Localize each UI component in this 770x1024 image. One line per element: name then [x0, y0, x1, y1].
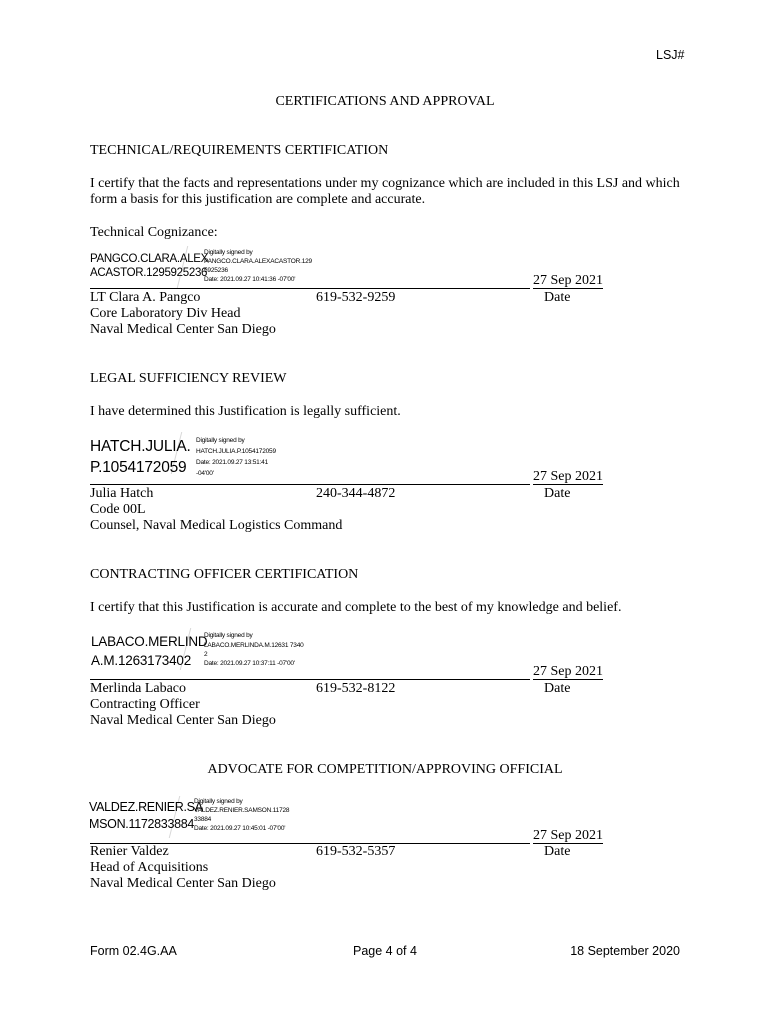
signature-detail: VALDEZ.RENIER.SAMSON.11728 — [194, 807, 290, 814]
signer-id-line: VALDEZ.RENIER.SA — [89, 800, 203, 814]
signature-date: Date: 2021.09.27 10:41:36 -07'00' — [204, 276, 296, 283]
signature-detail: HATCH.JULIA.P.1054172059 — [196, 448, 276, 455]
date-label: Date — [544, 681, 571, 696]
signer-id-line: P.1054172059 — [90, 459, 187, 476]
page-title: CERTIFICATIONS AND APPROVAL — [275, 94, 495, 109]
date-label: Date — [544, 290, 571, 305]
signer-name: Julia Hatch — [90, 486, 154, 501]
signer-id-line: ACASTOR.1295925236 — [90, 267, 208, 279]
signature-line — [90, 484, 530, 485]
statement-line: I have determined this Justification is legally sufficient. — [90, 404, 401, 419]
signer-name: LT Clara A. Pangco — [90, 290, 201, 305]
signature-date-value: 27 Sep 2021 — [533, 469, 603, 484]
signer-title: Head of Acquisitions — [90, 860, 209, 875]
signature-signed-by: Digitally signed by — [204, 632, 253, 639]
signature-date: -04'00' — [196, 470, 214, 477]
signer-title: Contracting Officer — [90, 697, 200, 712]
signature-date-value: 27 Sep 2021 — [533, 273, 603, 288]
signer-phone: 619-532-5357 — [316, 844, 396, 859]
section-heading: ADVOCATE FOR COMPETITION/APPROVING OFFICIAL — [207, 762, 563, 777]
signature-date: Date: 2021.09.27 10:37:11 -07'00' — [204, 660, 295, 667]
signature-detail: 5925236 — [204, 267, 228, 274]
cognizance-label: Technical Cognizance: — [90, 225, 218, 240]
lsj-number-label: LSJ# — [656, 48, 685, 62]
signer-phone: 619-532-8122 — [316, 681, 396, 696]
signer-organization: Naval Medical Center San Diego — [90, 876, 276, 891]
signer-id-line: A.M.1263173402 — [91, 653, 192, 668]
date-line — [533, 679, 603, 680]
statement-line: form a basis for this justification are complete and accurate. — [90, 192, 426, 207]
footer-date: 18 September 2020 — [570, 944, 680, 958]
signer-phone: 619-532-9259 — [316, 290, 396, 305]
signer-phone: 240-344-4872 — [316, 486, 396, 501]
signer-id-line: HATCH.JULIA. — [90, 438, 191, 455]
page-number: Page 4 of 4 — [353, 944, 417, 958]
date-line — [533, 288, 603, 289]
signature-detail: LABACO.MERLINDA.M.12631 7340 — [204, 642, 304, 649]
section-heading: CONTRACTING OFFICER CERTIFICATION — [90, 567, 359, 582]
signature-line — [90, 679, 530, 680]
signature-date-value: 27 Sep 2021 — [533, 828, 603, 843]
signature-date: Date: 2021.09.27 10:45:01 -07'00' — [194, 825, 286, 832]
signature-detail: 2 — [204, 651, 208, 658]
section-heading: LEGAL SUFFICIENCY REVIEW — [90, 371, 287, 386]
signature-line — [90, 288, 530, 289]
signature-detail: 33884 — [194, 816, 212, 823]
signer-title: Code 00L — [90, 502, 146, 517]
signer-id-line: MSON.1172833884 — [89, 817, 195, 831]
signer-name: Merlinda Labaco — [90, 681, 187, 696]
signature-detail: PANGCO.CLARA.ALEXACASTOR.129 — [204, 258, 312, 265]
signature-signed-by: Digitally signed by — [194, 798, 243, 805]
statement-line: I certify that the facts and representations under my cognizance which are included in this LSJ and which — [90, 176, 680, 191]
signature-signed-by: Digitally signed by — [204, 249, 253, 256]
signer-id-line: LABACO.MERLIND — [91, 634, 208, 649]
date-label: Date — [544, 844, 571, 859]
signature-signed-by: Digitally signed by — [196, 437, 245, 444]
date-label: Date — [544, 486, 571, 501]
statement-line: I certify that this Justification is accurate and complete to the best of my knowledge and belief. — [90, 600, 622, 615]
signer-organization: Counsel, Naval Medical Logistics Command — [90, 518, 343, 533]
section-heading: TECHNICAL/REQUIREMENTS CERTIFICATION — [90, 143, 389, 158]
signer-organization: Naval Medical Center San Diego — [90, 322, 276, 337]
signer-name: Renier Valdez — [90, 844, 169, 859]
signer-organization: Naval Medical Center San Diego — [90, 713, 276, 728]
form-number: Form 02.4G.AA — [90, 944, 177, 958]
signature-date-value: 27 Sep 2021 — [533, 664, 603, 679]
signer-id-line: PANGCO.CLARA.ALEX — [90, 253, 209, 265]
signature-detail: Date: 2021.09.27 13:51:41 — [196, 459, 268, 466]
signer-title: Core Laboratory Div Head — [90, 306, 241, 321]
date-line — [533, 484, 603, 485]
